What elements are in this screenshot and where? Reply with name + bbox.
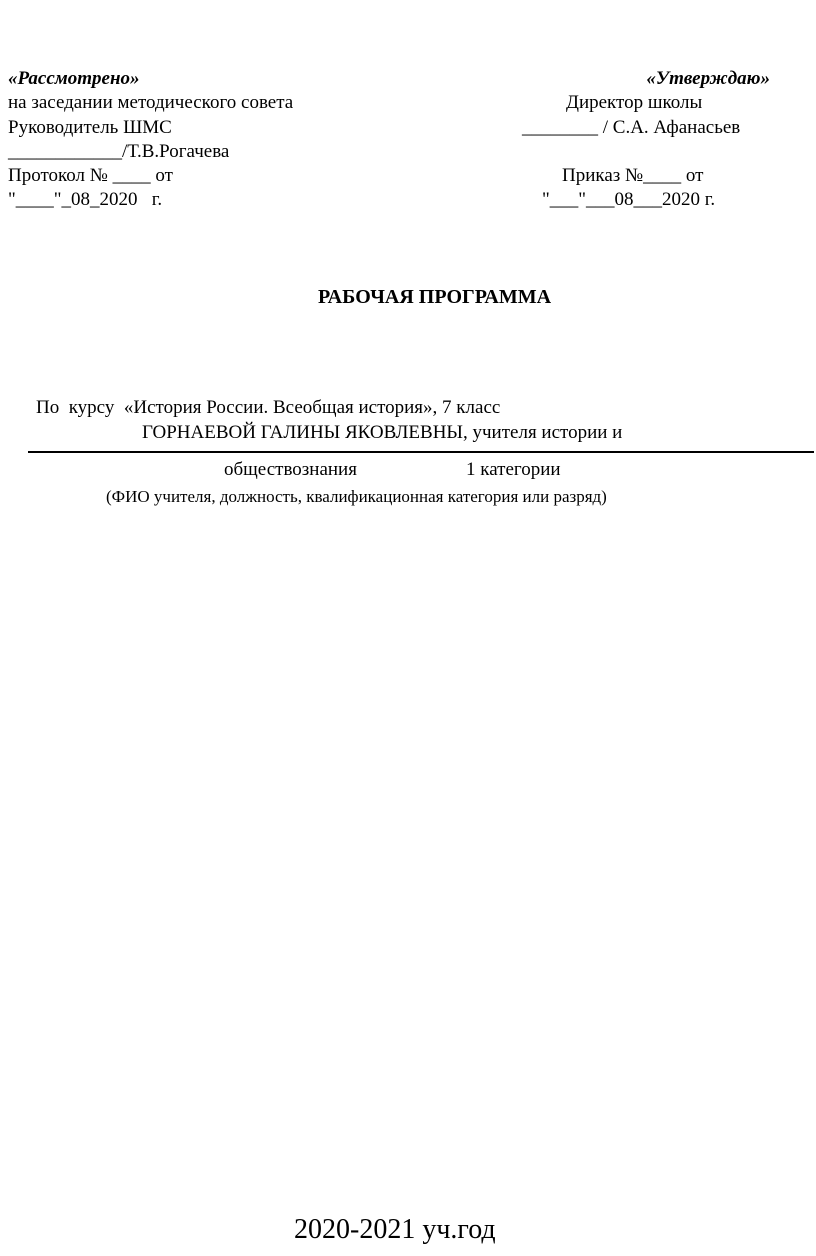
teacher-line: ГОРНАЕВОЙ ГАЛИНЫ ЯКОВЛЕВНЫ, учителя истории и (142, 422, 623, 443)
approve-heading: «Утверждаю» (646, 68, 770, 89)
order-line: Приказ №____ от (562, 165, 704, 186)
considered-heading: «Рассмотрено» (8, 68, 140, 89)
course-line: По курсу «История России. Всеобщая история», 7 класс (36, 397, 501, 418)
protocol-line: Протокол № ____ от (8, 165, 173, 186)
teacher-underline (28, 451, 814, 453)
category-text: 1 категории (466, 459, 561, 480)
director-signature-line: ________ / С.А. Афанасьев (522, 117, 741, 138)
shms-signature-line: ____________/Т.В.Рогачева (8, 141, 230, 162)
council-line: на заседании методического совета (8, 92, 294, 113)
director-line: Директор школы (566, 92, 703, 113)
order-date-line: "___"___08___2020 г. (542, 189, 716, 210)
shms-head-line: Руководитель ШМС (8, 117, 172, 138)
academic-year: 2020-2021 уч.год (294, 1214, 496, 1245)
document-title: РАБОЧАЯ ПРОГРАММА (318, 286, 552, 308)
field-caption: (ФИО учителя, должность, квалификационная категория или разряд) (106, 487, 607, 506)
subject-text: обществознания (224, 459, 357, 480)
protocol-date-line: "____"_08_2020 г. (8, 189, 163, 210)
